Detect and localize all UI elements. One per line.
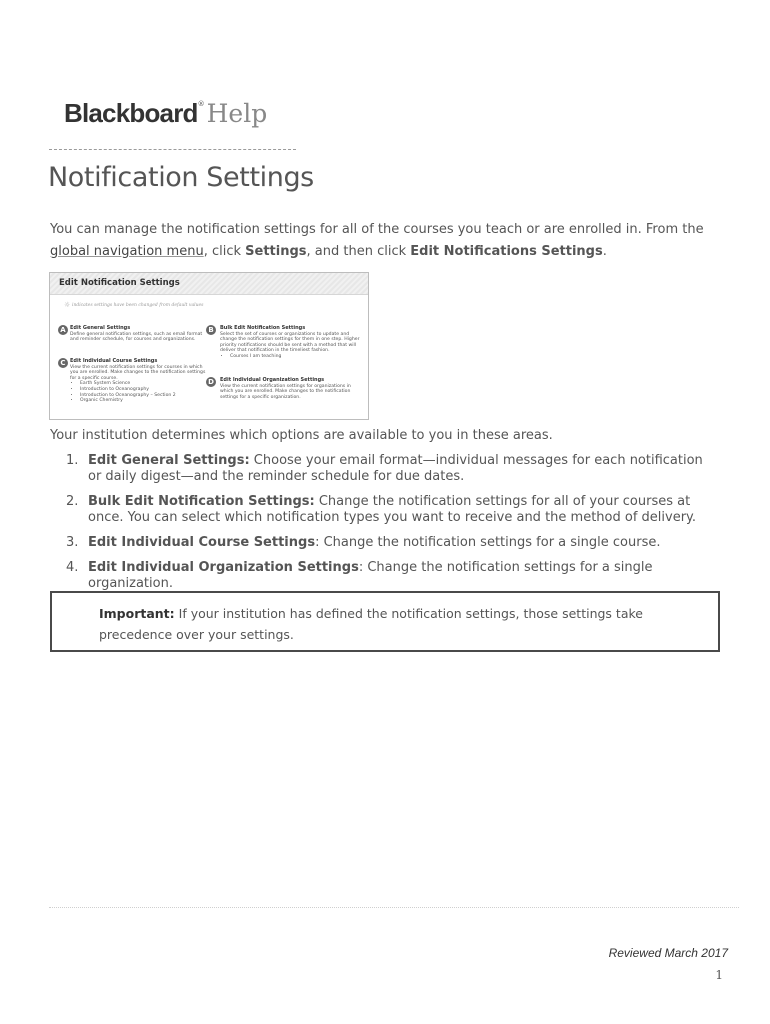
- important-callout: [50, 591, 720, 652]
- section-list: [220, 354, 363, 360]
- step-number: 2.: [66, 494, 79, 509]
- help-word: Help: [206, 99, 268, 128]
- section-title: Bulk Edit Notification Settings: [220, 325, 306, 331]
- screenshot-note: indicates settings have been changed from default values: [72, 303, 204, 308]
- badge-a: A: [58, 325, 68, 335]
- important-text-block: [99, 603, 709, 645]
- intro-paragraph: [50, 219, 710, 263]
- section-edit-individual-organization-settings: [220, 378, 363, 400]
- page-title: Notification Settings: [48, 162, 314, 193]
- changed-indicator-icon: ☼: [64, 301, 71, 309]
- section-body: Select the set of courses or organizations to update and change the notification settings for them in one step. Higher priority notifications should be sent with a method that will deliver that notification in the timeliest fashion.: [220, 331, 360, 354]
- step-text: : Change the notification settings for a single course.: [315, 535, 661, 550]
- important-text: If your institution has defined the notification settings, those settings take precedence over your settings.: [99, 606, 643, 642]
- badge-c: C: [58, 358, 68, 368]
- options-paragraph: Your institution determines which options are available to you in these areas.: [50, 428, 553, 443]
- list-item: • Courses I am teaching: [230, 354, 363, 360]
- step-label: Bulk Edit Notification Settings:: [88, 494, 315, 509]
- page-number: 1: [715, 968, 723, 982]
- screenshot-header: Edit Notification Settings: [50, 273, 368, 295]
- section-body: View the current notification settings for courses in which you are enrolled. Make changes to the notification settings for a specific course.: [70, 364, 206, 381]
- badge-d: D: [206, 377, 216, 387]
- list-item: • Introduction to Oceanography – Section 2: [80, 393, 210, 399]
- section-edit-individual-course-settings: [70, 359, 210, 404]
- important-label: Important:: [99, 606, 175, 621]
- intro-text: You can manage the notification settings for all of the courses you teach or are enrolled in. From the: [50, 222, 704, 237]
- registered-mark: ®: [197, 100, 205, 108]
- step-text: Choose your email format—individual messages for each notification or daily digest—and the reminder schedule for due dates.: [88, 453, 703, 484]
- section-title: Edit General Settings: [70, 325, 131, 331]
- brand-name: Blackboard: [64, 98, 198, 128]
- list-item: [66, 453, 708, 485]
- section-title: Edit Individual Course Settings: [70, 358, 158, 364]
- intro-text: , and then click: [306, 244, 411, 259]
- edit-notification-settings-screenshot: [49, 272, 369, 420]
- footer-divider: [49, 907, 739, 908]
- list-item: • Earth System Science: [80, 381, 210, 387]
- section-body: View the current notification settings for organizations in which you are enrolled. Make changes to the notification settings for a specific organization.: [220, 383, 351, 400]
- list-item: [66, 535, 708, 551]
- step-text: : Change the notification settings for a single organization.: [88, 560, 653, 591]
- badge-b: B: [206, 325, 216, 335]
- section-list: [70, 381, 210, 403]
- intro-text: , click: [203, 244, 246, 259]
- reviewed-date: Reviewed March 2017: [608, 946, 728, 960]
- intro-text: .: [602, 244, 607, 259]
- list-item: [66, 560, 708, 592]
- list-item: • Organic Chemistry: [80, 398, 210, 404]
- step-label: Edit Individual Organization Settings: [88, 560, 359, 575]
- section-body: Define general notification settings, such as email format and reminder schedule, for courses and organizations.: [70, 331, 203, 343]
- step-label: Edit Individual Course Settings: [88, 535, 316, 550]
- step-number: 3.: [66, 535, 79, 550]
- step-number: 1.: [66, 453, 79, 468]
- section-bulk-edit-notification-settings: [220, 326, 363, 360]
- section-title: Edit Individual Organization Settings: [220, 377, 325, 383]
- edit-notifications-settings-term: Edit Notifications Settings: [410, 244, 603, 259]
- header-divider: [49, 149, 296, 150]
- step-label: Edit General Settings:: [88, 453, 250, 468]
- settings-term: Settings: [245, 244, 307, 259]
- blackboard-help-logo: [64, 98, 267, 129]
- step-text: Change the notification settings for all of your courses at once. You can select which notification types you want to receive and the method of delivery.: [88, 494, 697, 525]
- settings-steps-list: [66, 453, 708, 601]
- step-number: 4.: [66, 560, 79, 575]
- list-item: [66, 494, 708, 526]
- section-edit-general-settings: [70, 326, 210, 343]
- global-navigation-menu-link[interactable]: global navigation menu: [50, 244, 204, 259]
- list-item: • Introduction to Oceanography: [80, 387, 210, 393]
